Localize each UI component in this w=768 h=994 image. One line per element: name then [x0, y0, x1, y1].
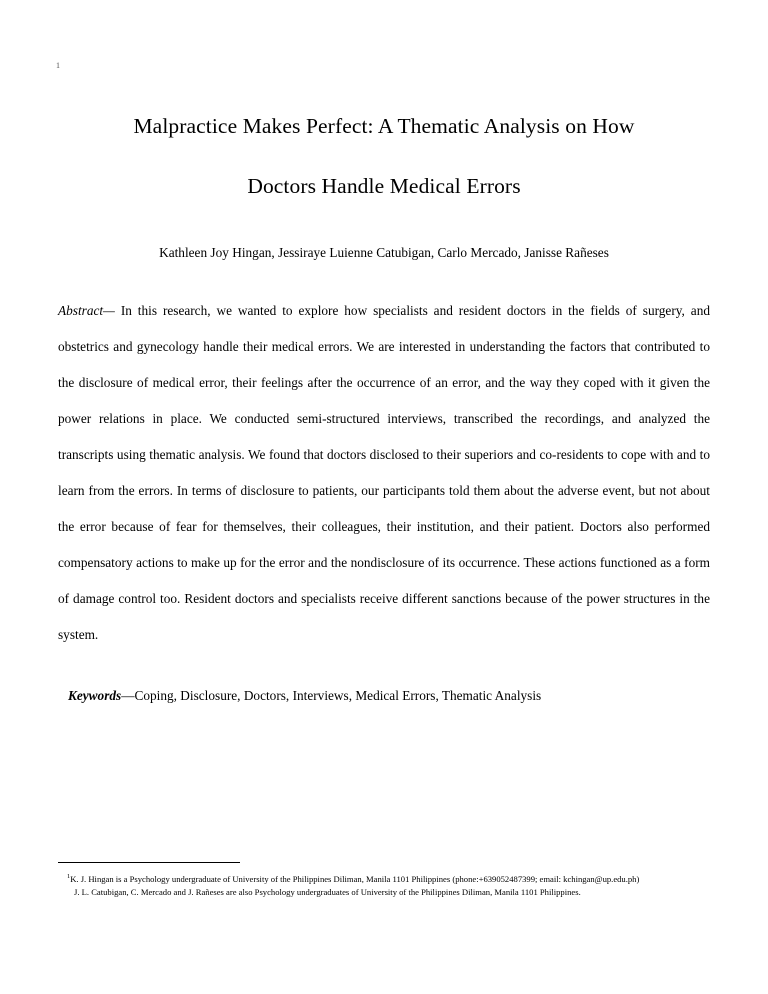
footnote-marker: 1 [67, 873, 71, 880]
abstract-section [58, 293, 710, 653]
abstract-label: Abstract— [58, 303, 115, 318]
footnote-area [58, 862, 710, 899]
title-line-2: Doctors Handle Medical Errors [247, 174, 521, 198]
page-title [58, 96, 710, 216]
footnote-2: J. L. Catubigan, C. Mercado and J. Rañeses are also Psychology undergraduates of University of the Philippines Diliman, Manila 1101 Philippines. [74, 887, 581, 898]
keywords-section [58, 681, 710, 711]
paper-content [58, 96, 710, 711]
keywords-label: Keywords [68, 688, 122, 703]
footnote-separator-rule [58, 862, 240, 863]
footnote-1-text: K. J. Hingan is a Psychology undergraduate of University of the Philippines Diliman, Manila 1101 Philippines (phone:+639052487399; email: kchingan@up.edu.ph) [70, 873, 640, 884]
title-line-1: Malpractice Makes Perfect: A Thematic Analysis on How [133, 114, 635, 138]
page-marker: 1 [56, 61, 60, 70]
keywords-list: Coping, Disclosure, Doctors, Interviews, Medical Errors, Thematic Analysis [134, 688, 542, 703]
abstract-body: In this research, we wanted to explore how specialists and resident doctors in the fields of surgery, and obstetrics and gynecology handle their medical errors. We are interested in understanding the factors that contributed to the disclosure of medical error, their feelings after the occurrence of an error, and the way they coped with it given the power relations in place. We conducted semi-structured interviews, transcribed the recordings, and analyzed the transcripts using thematic analysis. We found that doctors disclosed to their superiors and co-residents to cope with and to learn from the errors. In terms of disclosure to patients, our participants told them about the adverse event, but not about the error because of fear for themselves, their colleagues, their institution, and their patient. Doctors also performed compensatory actions to make up for the error and the nondisclosure of its occurrence. These actions functioned as a form of damage control too. Resident doctors and specialists receive different sanctions because of the power structures in the system. [58, 303, 710, 642]
keywords-separator: — [121, 688, 135, 703]
author-list: Kathleen Joy Hingan, Jessiraye Luienne Catubigan, Carlo Mercado, Janisse Rañeses [159, 245, 609, 260]
footnote-1 [58, 871, 710, 885]
